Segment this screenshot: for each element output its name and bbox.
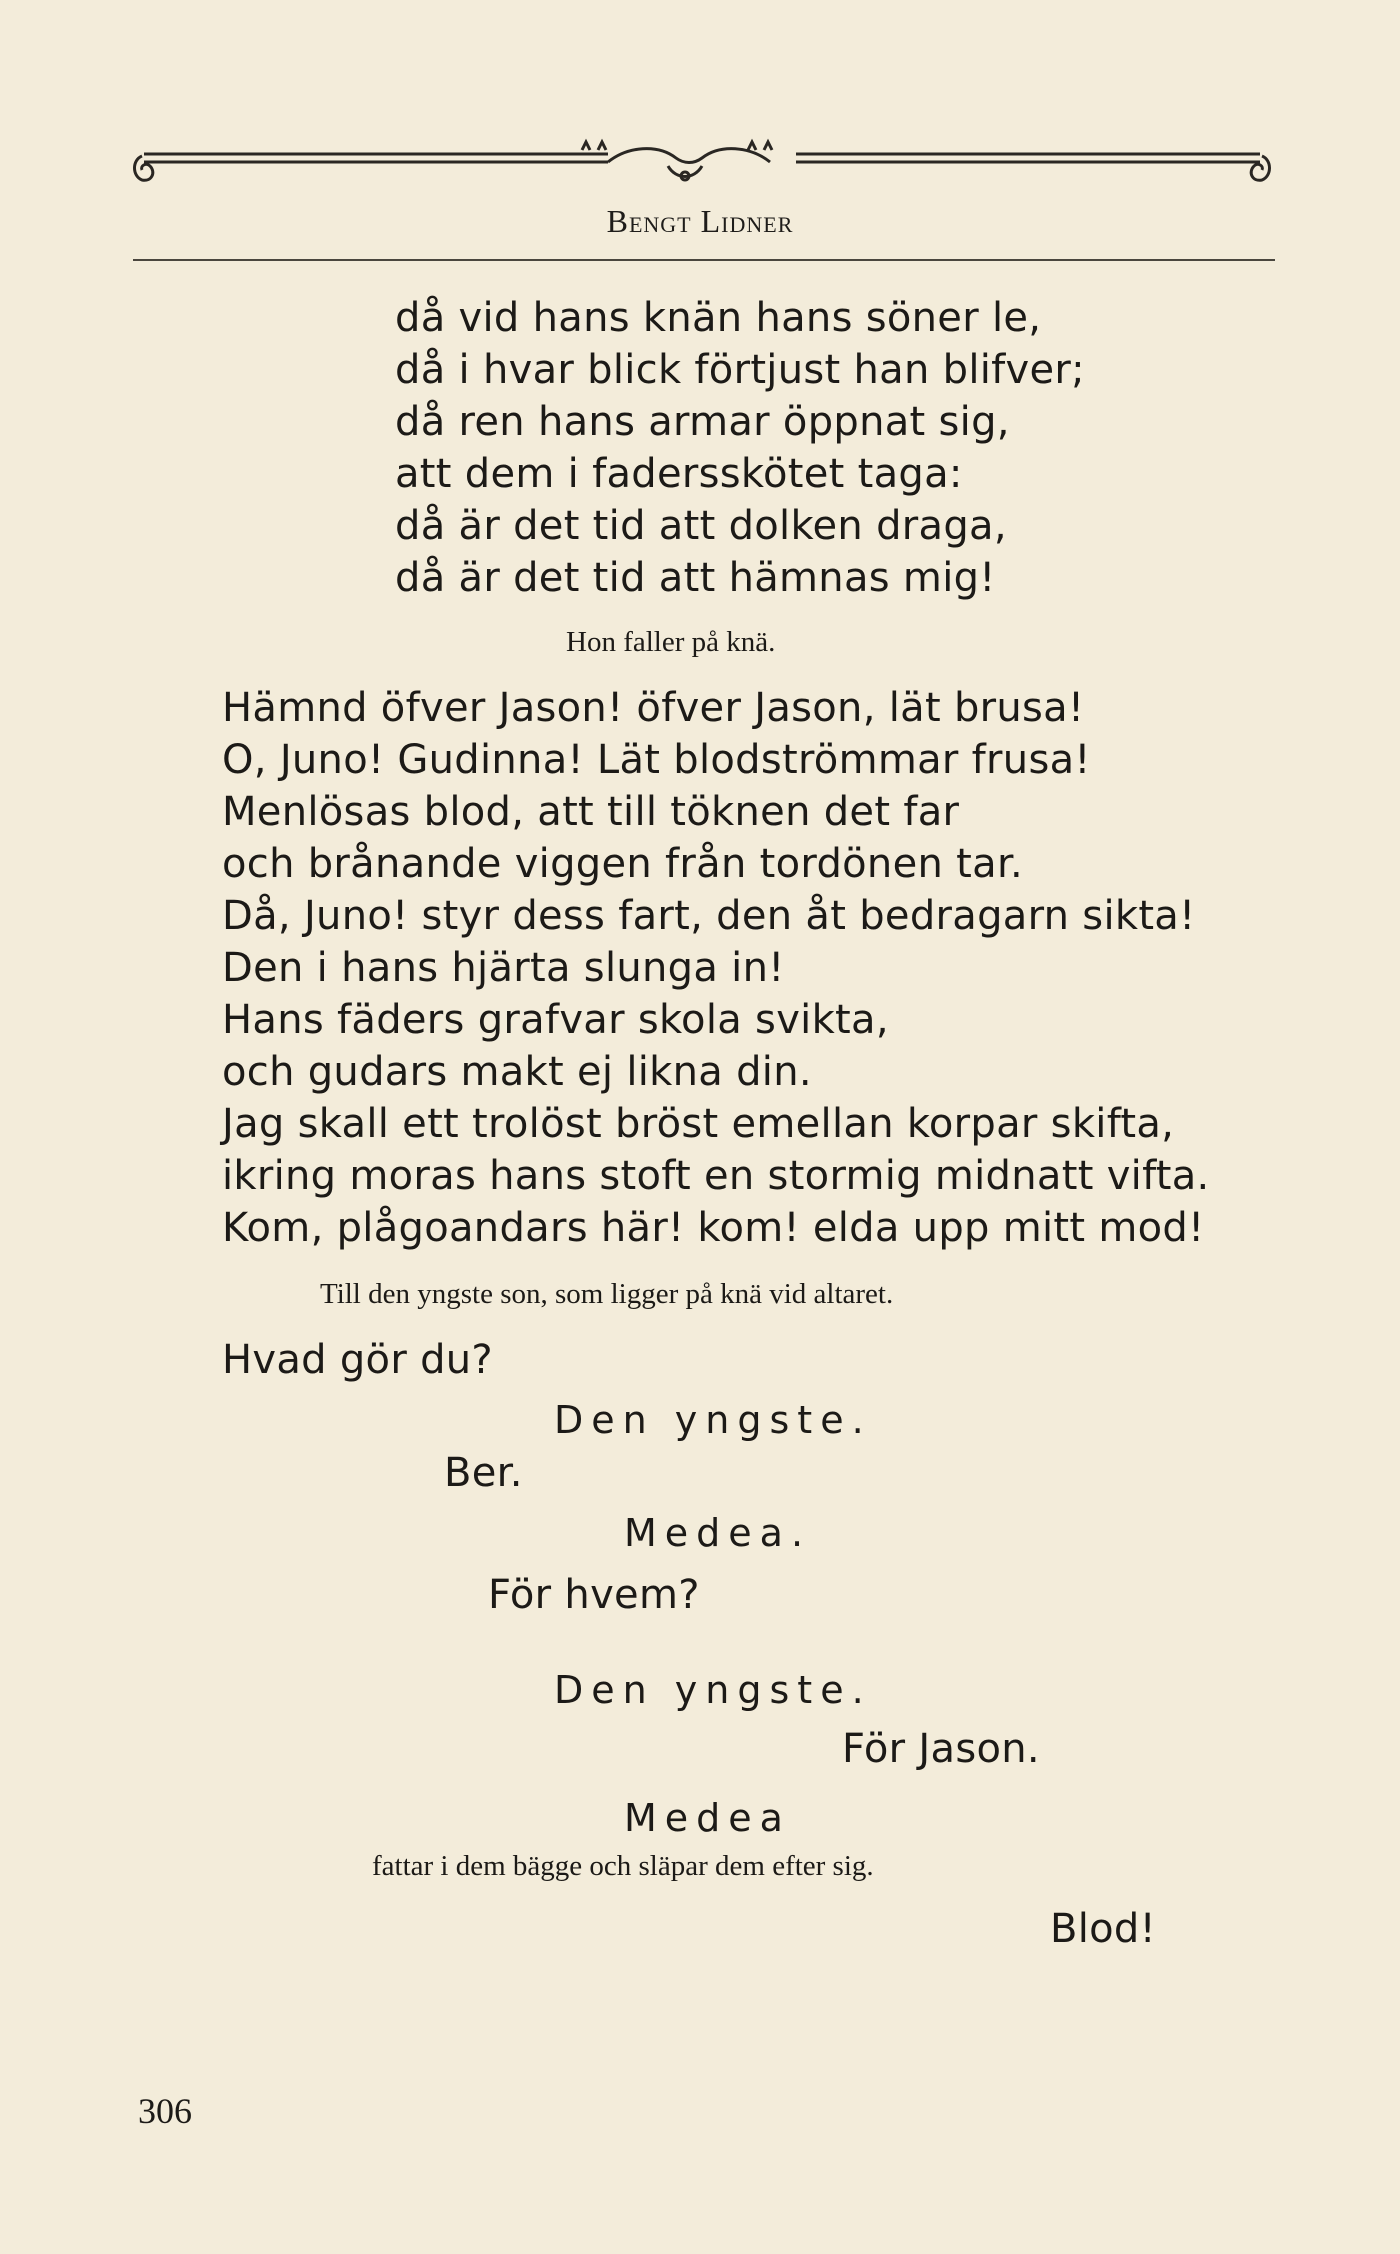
- verse-line: då vid hans knän hans söner le,: [395, 295, 1042, 341]
- verse-line: Den i hans hjärta slunga in!: [222, 945, 785, 991]
- verse-line: Då, Juno! styr dess fart, den åt bedragarn sikta!: [222, 893, 1196, 939]
- running-head: Bengt Lidner: [606, 203, 794, 239]
- speaker-name: Medea.: [624, 1511, 812, 1555]
- page-number: 306: [138, 2091, 192, 2131]
- stage-direction: Hon faller på knä.: [566, 626, 776, 658]
- verse-line: Hans fäders grafvar skola svikta,: [222, 997, 889, 1043]
- speaker-name: Den yngste.: [554, 1668, 872, 1712]
- dialogue-line: För hvem?: [488, 1572, 700, 1618]
- verse-line: då är det tid att hämnas mig!: [395, 555, 996, 601]
- stage-direction: fattar i dem bägge och släpar dem efter sig.: [372, 1850, 874, 1882]
- verse-line: Hämnd öfver Jason! öfver Jason, lät brusa!: [222, 685, 1085, 731]
- verse-line: Menlösas blod, att till töknen det far: [222, 789, 960, 835]
- verse-line: då i hvar blick förtjust han blifver;: [395, 347, 1085, 393]
- dialogue-line: Hvad gör du?: [222, 1337, 493, 1383]
- verse-line: Kom, plågoandars här! kom! elda upp mitt mod!: [222, 1205, 1205, 1251]
- verse-line: att dem i fadersskötet taga:: [395, 451, 963, 497]
- speaker-name: Medea: [624, 1796, 791, 1840]
- dialogue-line: För Jason.: [842, 1726, 1040, 1772]
- speaker-name: Den yngste.: [554, 1398, 872, 1442]
- verse-line: då ren hans armar öppnat sig,: [395, 399, 1010, 445]
- stage-direction: Till den yngste son, som ligger på knä vid altaret.: [320, 1278, 894, 1310]
- header-ornament: [128, 136, 1276, 192]
- dialogue-line: Ber.: [444, 1450, 523, 1496]
- header-rule: [133, 259, 1275, 261]
- verse-line: Jag skall ett trolöst bröst emellan korpar skifta,: [222, 1101, 1175, 1147]
- dialogue-line: Blod!: [1050, 1906, 1156, 1952]
- verse-line: ikring moras hans stoft en stormig midnatt vifta.: [222, 1153, 1210, 1199]
- verse-line: O, Juno! Gudinna! Lät blodströmmar frusa!: [222, 737, 1091, 783]
- verse-line: och brånande viggen från tordönen tar.: [222, 841, 1024, 887]
- verse-line: då är det tid att dolken draga,: [395, 503, 1007, 549]
- verse-line: och gudars makt ej likna din.: [222, 1049, 812, 1095]
